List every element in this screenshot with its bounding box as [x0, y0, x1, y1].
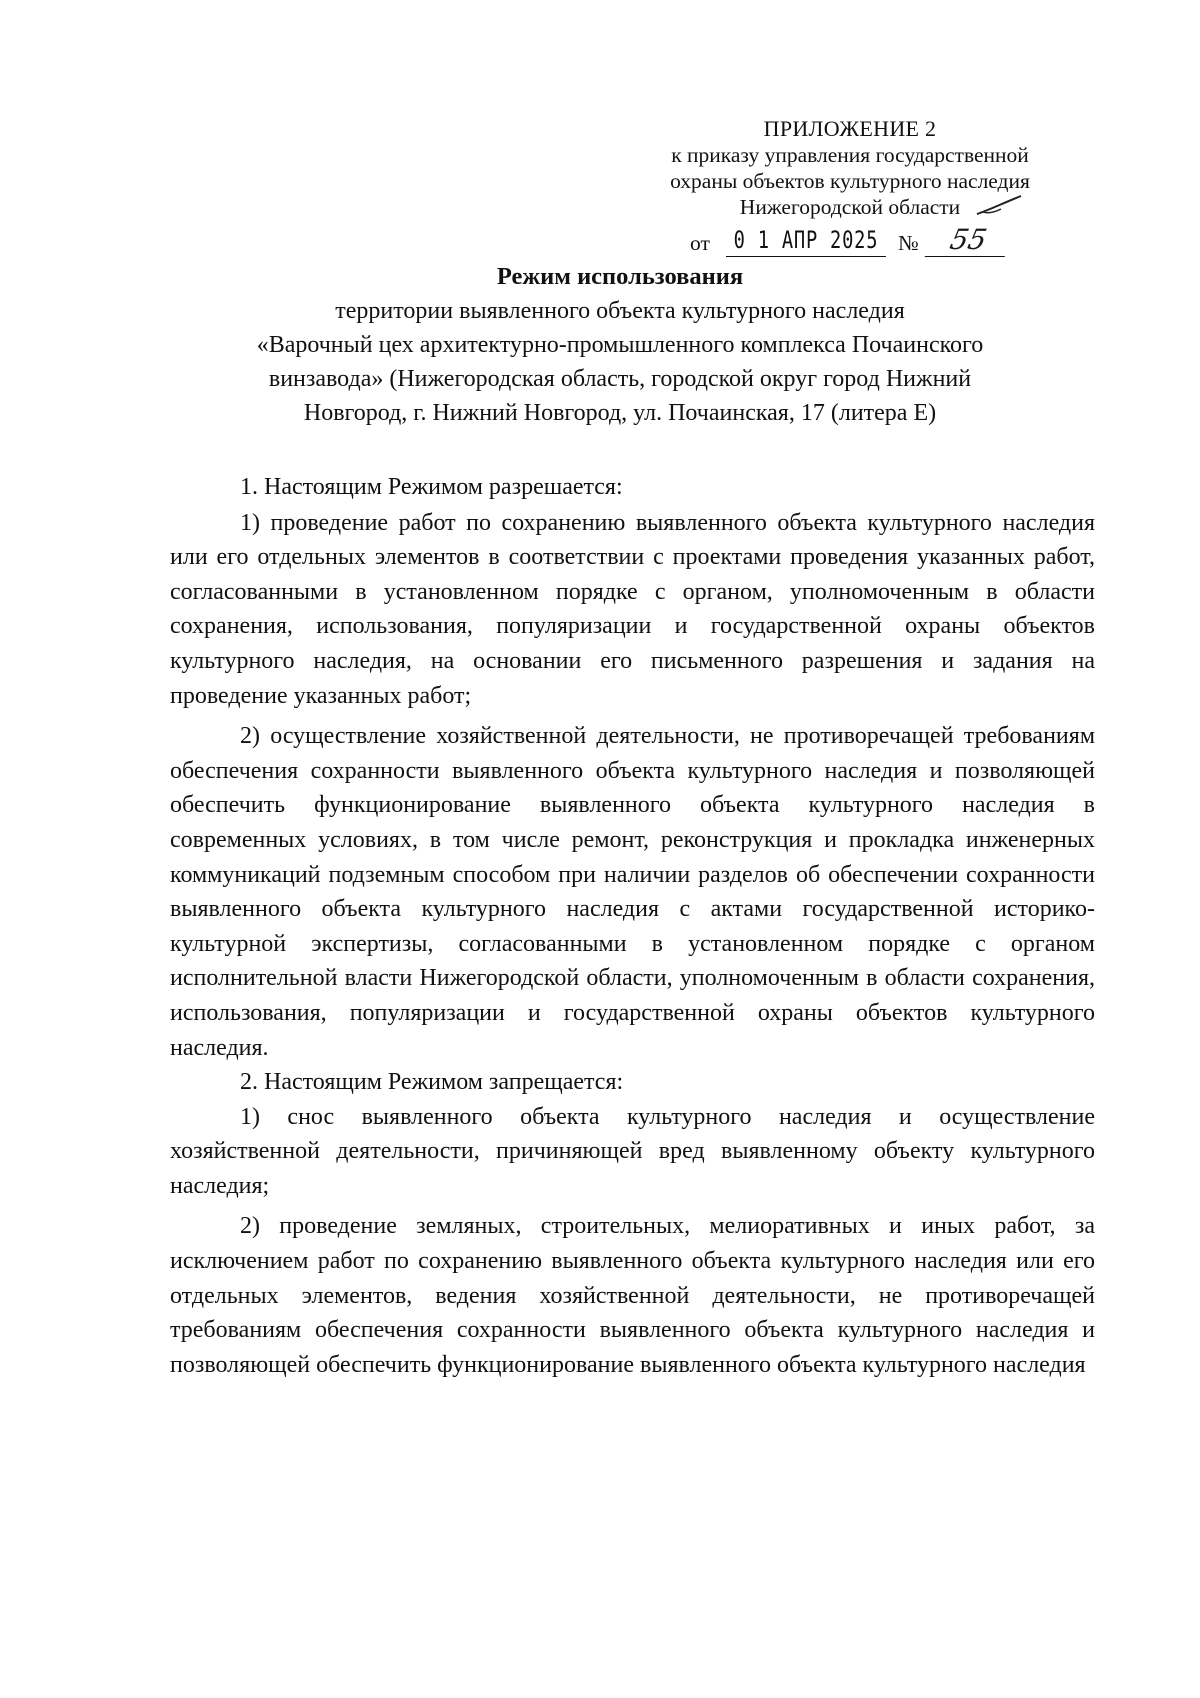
signature-stroke: [975, 192, 1025, 218]
document-body: [170, 470, 1095, 1382]
appendix-line-2: охраны объектов культурного наследия: [670, 169, 1030, 193]
section-1-item-2: 2) осуществление хозяйственной деятельности, не противоречащей требованиям обеспечения сохранности выявленного объекта культурного наследия и позволяющей обеспечить функционирование выявленного объекта культурного наследия в современных условиях, в том числе ремонт, реконструкция и прокладка инженерных коммуникаций подземным способом при наличии разделов об обеспечении сохранности выявленного объекта культурного наследия с актами государственной историко-культурной экспертизы, согласованными в установленном порядке с органом исполнительной власти Нижегородской области, уполномоченным в области сохранения, использования, популяризации и государственной охраны объектов культурного наследия.: [170, 723, 1095, 1061]
order-number-handwritten: 55: [925, 226, 1012, 257]
appendix-title: ПРИЛОЖЕНИЕ 2: [763, 116, 937, 141]
title-heading: Режим использования: [496, 263, 744, 290]
date-label: от: [690, 231, 710, 255]
section-1-heading: 1. Настоящим Режимом разрешается:: [240, 474, 623, 500]
document-title: [160, 260, 1080, 430]
title-line-3: винзавода» (Нижегородская область, городской округ город Нижний: [268, 366, 972, 392]
appendix-line-1: к приказу управления государственной: [671, 143, 1029, 167]
section-2-item-1: 1) снос выявленного объекта культурного наследия и осуществление хозяйственной деятельности, причиняющей вред выявленному объекту культурного наследия;: [170, 1103, 1095, 1199]
date-stamp: 0 1 АПР 2025: [726, 226, 886, 257]
section-2-heading: 2. Настоящим Режимом запрещается:: [240, 1069, 624, 1096]
title-line-2: «Варочный цех архитектурно-промышленного комплекса Почаинского: [256, 332, 984, 358]
appendix-line-3: Нижегородской области: [739, 195, 961, 219]
section-2-item-2: 2) проведение земляных, строительных, мелиоративных и иных работ, за исключением работ по сохранению выявленного объекта культурного наследия или его отдельных элементов, ведения хозяйственной деятельности, не противоречащей требованиям обеспечения сохранности выявленного объекта культурного наследия и позволяющей обеспечить функционирование выявленного объекта культурного наследия: [170, 1213, 1095, 1378]
title-line-1: территории выявленного объекта культурного наследия: [335, 298, 905, 324]
order-date-row: [690, 223, 1110, 260]
title-line-4: Новгород, г. Нижний Новгород, ул. Почаинская, 17 (литера Е): [303, 400, 937, 426]
number-label: №: [898, 231, 919, 255]
section-1-item-1: 1) проведение работ по сохранению выявленного объекта культурного наследия или его отдельных элементов в соответствии с проектами проведения указанных работ, согласованными в установленном порядке с органом, уполномоченным в области сохранения, использования, популяризации и государственной охраны объектов культурного наследия, на основании его письменного разрешения и задания на проведение указанных работ;: [170, 509, 1095, 709]
